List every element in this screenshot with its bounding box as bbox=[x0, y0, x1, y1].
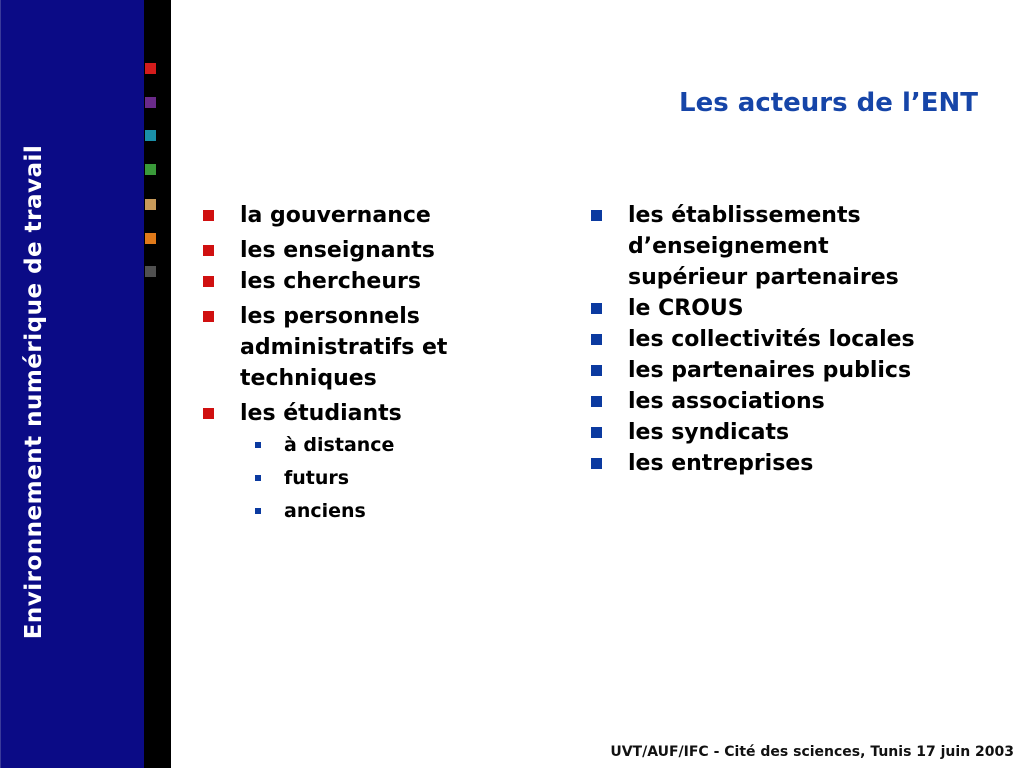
left-bullet-list bbox=[200, 200, 540, 528]
footer-text: UVT/AUF/IFC - Cité des sciences, Tunis 17 juin 2003 bbox=[610, 744, 1014, 760]
square-bullet-icon bbox=[203, 276, 214, 287]
color-swatch-2 bbox=[145, 97, 156, 108]
sub-list-item bbox=[200, 462, 540, 495]
color-swatch-3 bbox=[145, 130, 156, 141]
list-item bbox=[588, 448, 948, 479]
list-item bbox=[200, 301, 540, 394]
square-bullet-icon bbox=[591, 210, 602, 221]
sidebar bbox=[0, 0, 144, 768]
list-item-label: les établissements d’enseignement supérieur partenaires bbox=[628, 203, 899, 290]
list-item-label: les étudiants bbox=[240, 401, 402, 426]
square-bullet-icon bbox=[203, 311, 214, 322]
list-item-label: les syndicats bbox=[628, 420, 790, 445]
list-item bbox=[588, 355, 948, 386]
list-item bbox=[200, 235, 540, 266]
list-item bbox=[588, 386, 948, 417]
list-item-label: les associations bbox=[628, 389, 825, 414]
square-bullet-icon bbox=[591, 396, 602, 407]
list-item bbox=[588, 200, 948, 293]
square-bullet-icon bbox=[203, 408, 214, 419]
sub-list-item-label: à distance bbox=[284, 434, 395, 456]
list-item-label: la gouvernance bbox=[240, 203, 431, 228]
right-bullet-list bbox=[588, 200, 948, 479]
list-item-label: les personnels administratifs et techniques bbox=[240, 304, 448, 391]
square-bullet-icon bbox=[591, 458, 602, 469]
square-bullet-icon bbox=[591, 427, 602, 438]
color-swatch-4 bbox=[145, 164, 156, 175]
list-item bbox=[588, 417, 948, 448]
sub-list-item bbox=[200, 495, 540, 528]
sub-list-item-label: anciens bbox=[284, 500, 366, 522]
square-bullet-icon bbox=[203, 245, 214, 256]
small-square-bullet-icon bbox=[255, 442, 261, 448]
small-square-bullet-icon bbox=[255, 475, 261, 481]
dark-strip bbox=[144, 0, 171, 768]
square-bullet-icon bbox=[591, 334, 602, 345]
slide-title: Les acteurs de l’ENT bbox=[679, 88, 978, 118]
square-bullet-icon bbox=[203, 210, 214, 221]
sub-list-item-label: futurs bbox=[284, 467, 350, 489]
small-square-bullet-icon bbox=[255, 508, 261, 514]
list-item bbox=[588, 293, 948, 324]
list-item-label: les entreprises bbox=[628, 451, 814, 476]
list-item-label: le CROUS bbox=[628, 296, 744, 321]
list-item bbox=[200, 266, 540, 297]
list-item-label: les chercheurs bbox=[240, 269, 421, 294]
list-item-label: les partenaires publics bbox=[628, 358, 912, 383]
square-bullet-icon bbox=[591, 365, 602, 376]
color-swatch-7 bbox=[145, 266, 156, 277]
list-item bbox=[588, 324, 948, 355]
list-item bbox=[200, 398, 540, 429]
list-item-label: les enseignants bbox=[240, 238, 435, 263]
color-swatch-1 bbox=[145, 63, 156, 74]
list-item bbox=[200, 200, 540, 231]
list-item-label: les collectivités locales bbox=[628, 327, 915, 352]
color-swatch-6 bbox=[145, 233, 156, 244]
square-bullet-icon bbox=[591, 303, 602, 314]
sidebar-title: Environnement numérique de travail bbox=[21, 144, 47, 640]
sub-list-item bbox=[200, 429, 540, 462]
color-swatch-5 bbox=[145, 199, 156, 210]
